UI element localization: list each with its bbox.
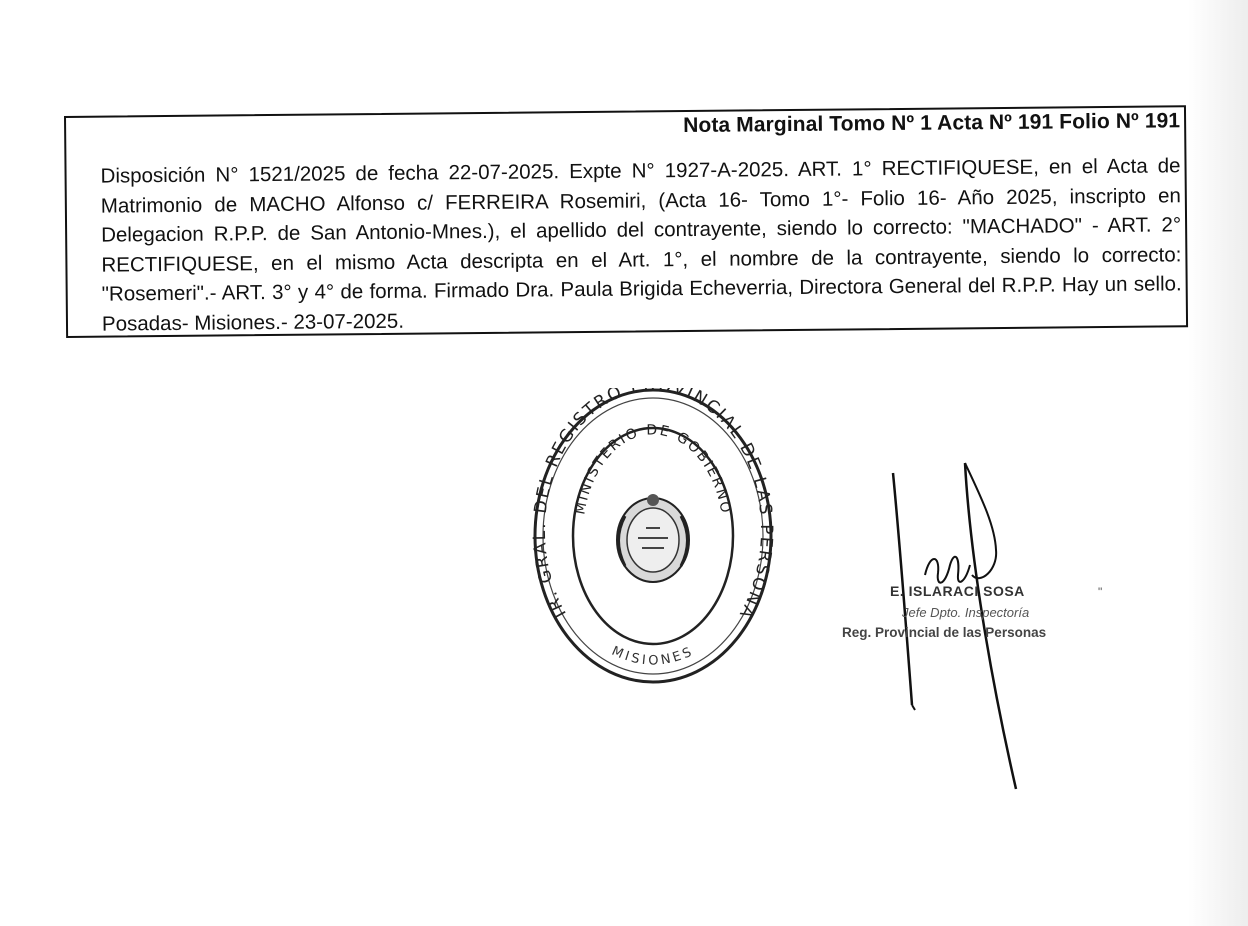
seal-inner-text: MINISTERIO DE GOBIERNO xyxy=(572,422,734,516)
marginal-note-box xyxy=(64,105,1188,338)
seal-icon xyxy=(530,388,776,688)
signature-organization: Reg. Provincial de las Personas xyxy=(842,625,1047,640)
coat-of-arms-icon xyxy=(617,494,689,582)
seal-outer-text: IR. GRAL. DEL REGISTRO VINCIAL DE LAS PERSONA xyxy=(530,388,776,624)
marginal-note-title: Nota Marginal Tomo Nº 1 Acta Nº 191 Folio Nº 191 xyxy=(683,109,1181,138)
signature-block xyxy=(830,455,1130,800)
signature-role: Jefe Dpto. Inspectoría xyxy=(902,605,1030,620)
signature-name: E. ISLARACI SOSA xyxy=(890,583,1025,599)
signature-mark: " xyxy=(1098,585,1103,599)
svg-text:MISIONES xyxy=(609,644,696,669)
page-edge-shadow xyxy=(1188,0,1248,926)
official-seal xyxy=(530,388,776,688)
seal-bottom-text: MISIONES xyxy=(609,643,697,669)
marginal-note-body: Disposición N° 1521/2025 de fecha 22-07-2025. Expte N° 1927-A-2025. ART. 1° RECTIFIQUESE, en el Acta de Matrimonio de MACHO Alfonso c/ FERREIRA Rosemiri, (Acta 16- Tomo 1°- Folio 16- Año 2025, inscripto en Delegacion R.P.P. de San Antonio-Mnes.), el apellido del contrayente, siendo lo correcto: "MACHADO" - ART. 2° RECTIFIQUESE, en el mismo Acta descripta en el Art. 1°, el nombre de la contrayente, siendo lo correcto: "Rosemeri".- ART. 3° y 4° de forma. Firmado Dra. Paula Brigida Echeverria, Directora General del R.P.P. Hay un sello. Posadas- Misiones.- 23-07-2025. xyxy=(100,154,1182,336)
